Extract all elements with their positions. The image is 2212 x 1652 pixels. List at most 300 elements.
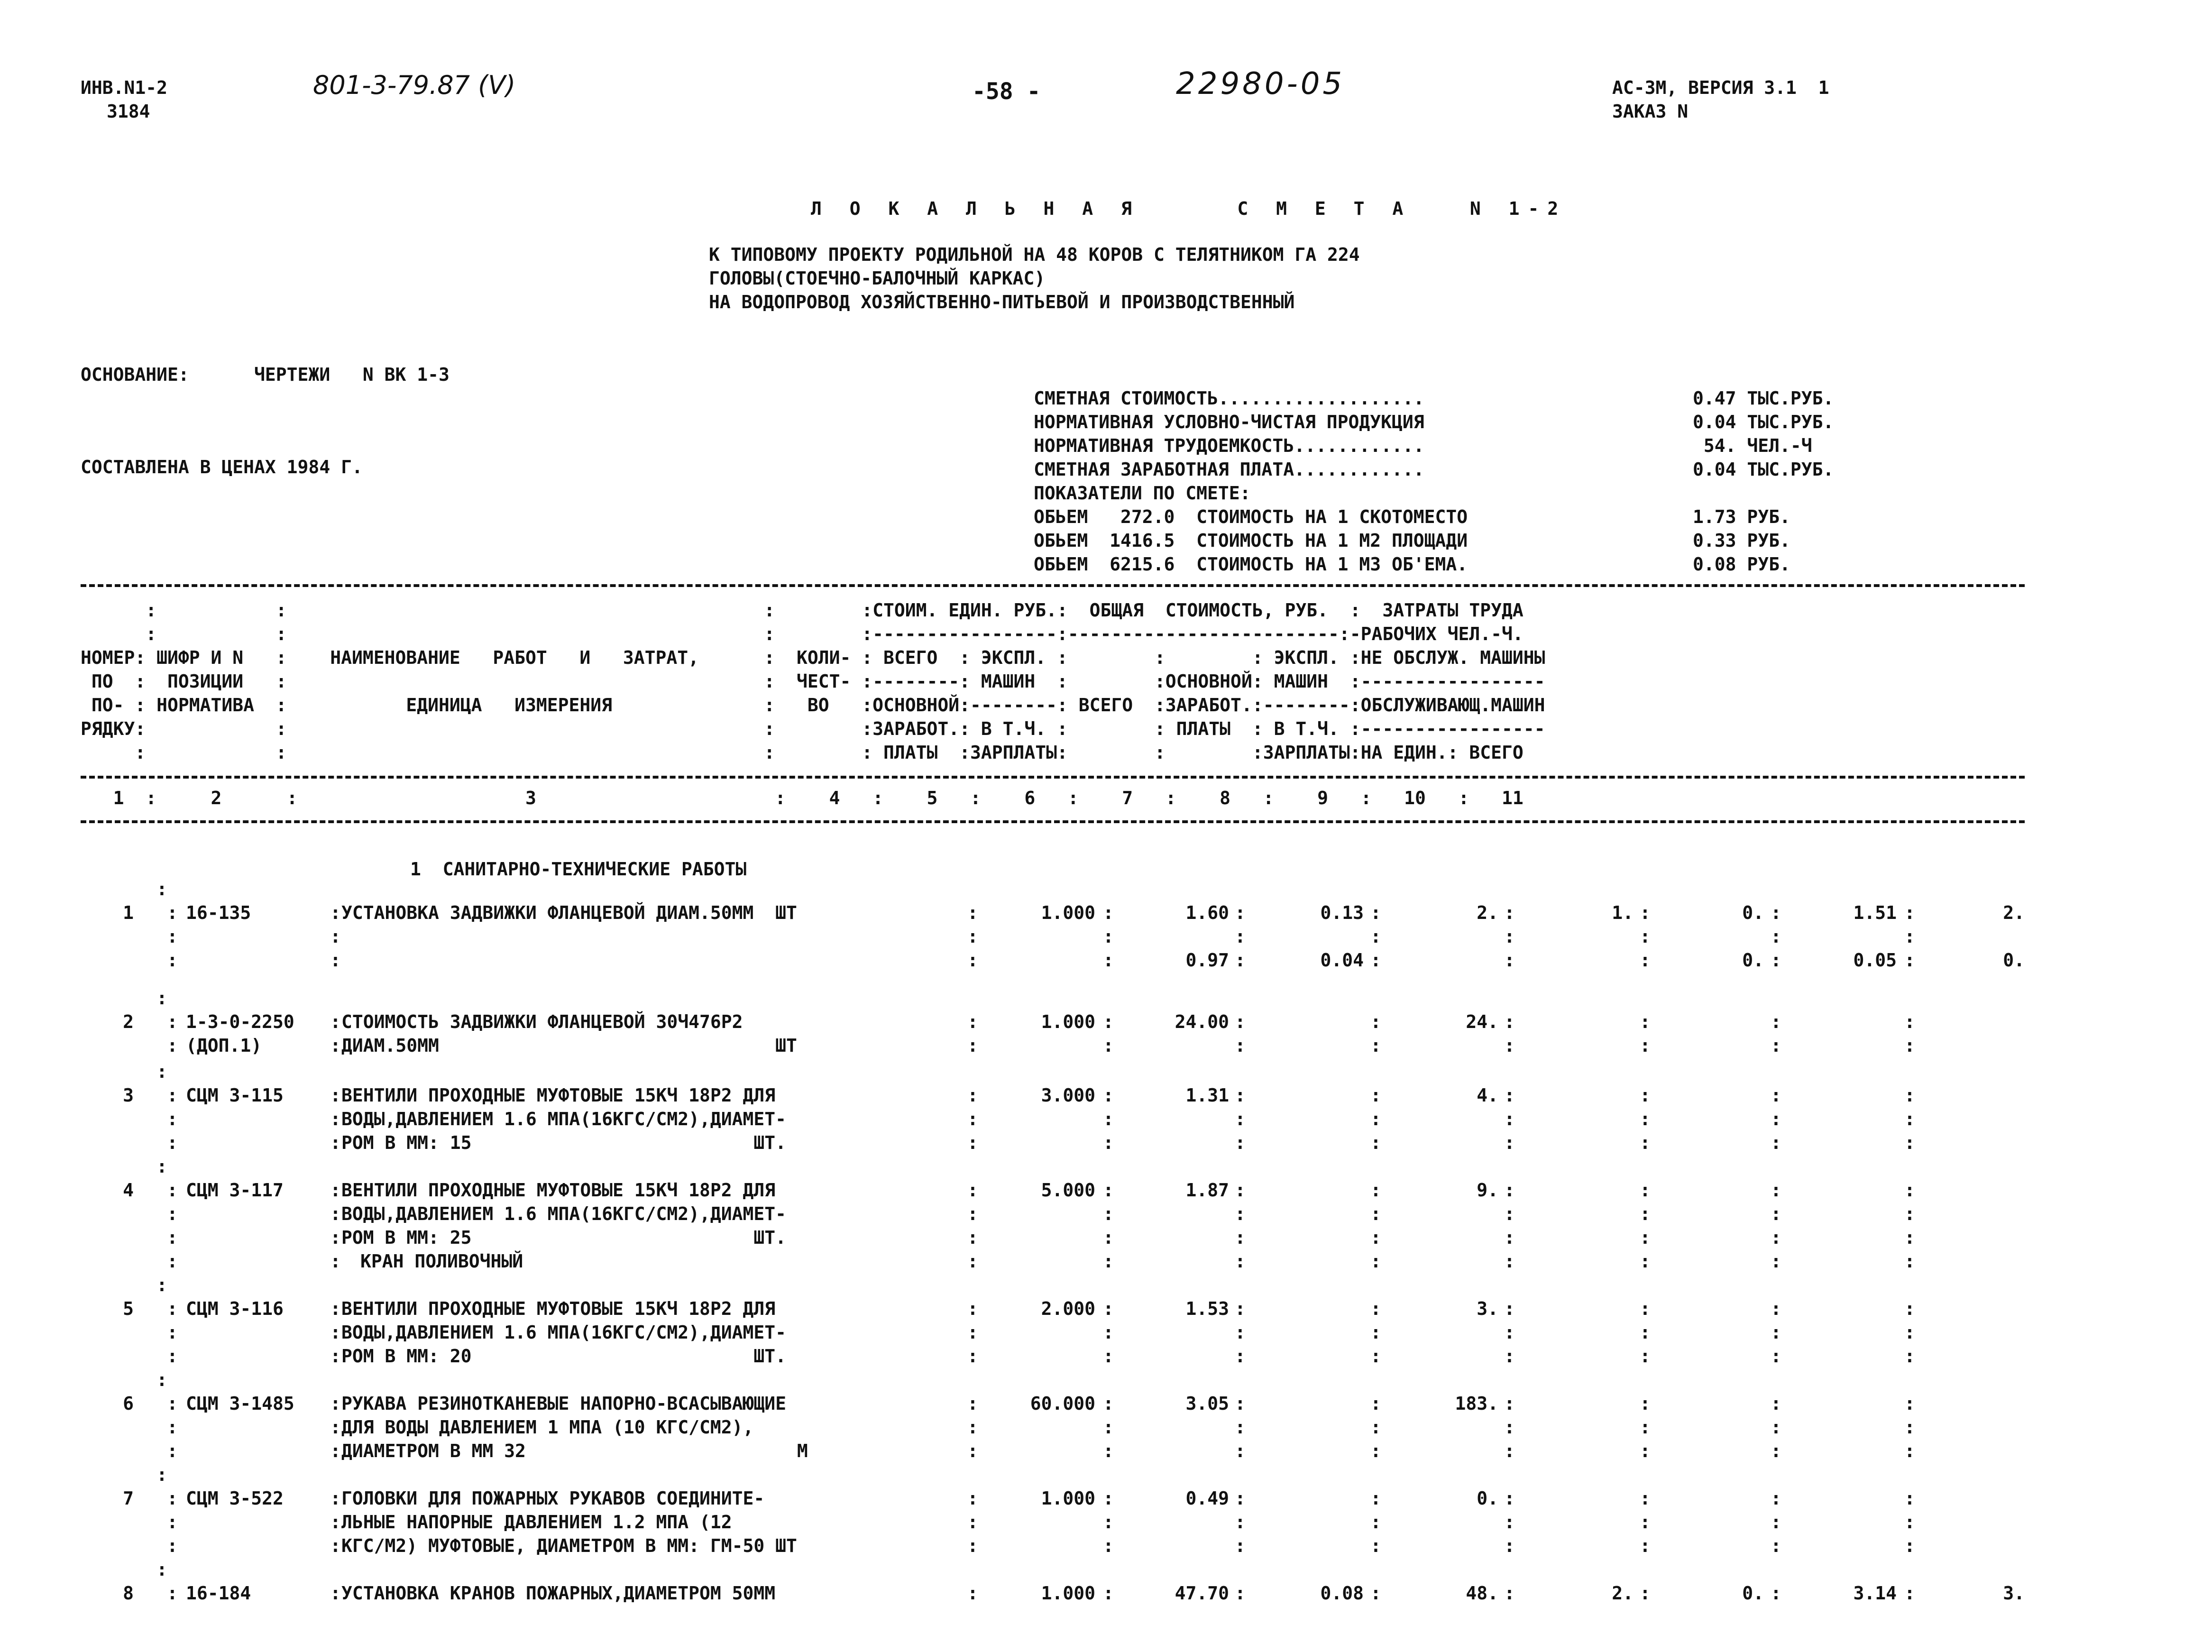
table-header-line: : : : :СТОИМ. ЕДИН. РУБ.: ОБЩАЯ СТОИМОСТЬ, РУБ. : ЗАТРАТЫ ТРУДА xyxy=(81,600,1524,621)
column-separator: : xyxy=(330,1132,341,1153)
row-cell-c7: 9. xyxy=(1477,1180,1498,1201)
column-separator: : xyxy=(1640,1535,1651,1556)
column-separator: : xyxy=(1235,1109,1246,1129)
row-name: РОМ В ММ: 15 ШТ. xyxy=(341,1132,786,1153)
table-header-line: ПО- : НОРМАТИВА : ЕДИНИЦА ИЗМЕРЕНИЯ : ВО :ОСНОВНОЙ:--------: ВСЕГО :ЗАРАБОТ.:--------:ОБСЛУЖИВАЮЩ.МАШИН xyxy=(81,695,1545,716)
column-separator: : xyxy=(1103,1109,1114,1129)
row-cell-c9: 0. xyxy=(1742,902,1764,923)
row-cell-c8: 2. xyxy=(1612,1583,1634,1604)
column-separator: : xyxy=(1904,1441,1915,1461)
column-separator: : xyxy=(167,1488,178,1509)
row-cell-c5: 1.31 xyxy=(1185,1085,1229,1106)
row-code: (ДОП.1) xyxy=(186,1035,262,1056)
column-separator: : xyxy=(1640,1298,1651,1319)
handwritten-document-number: 22980-05 xyxy=(1176,66,1345,101)
column-separator: : xyxy=(1504,1203,1515,1224)
column-separator: : xyxy=(1235,1512,1246,1533)
column-separator: : xyxy=(1103,1322,1114,1343)
column-separator: : xyxy=(1235,950,1246,971)
summary-label: СМЕТНАЯ ЗАРАБОТНАЯ ПЛАТА............ xyxy=(1034,459,1424,480)
row-name: ВЕНТИЛИ ПРОХОДНЫЕ МУФТОВЫЕ 15КЧ 18Р2 ДЛЯ xyxy=(341,1298,776,1319)
column-separator: : xyxy=(1504,1180,1515,1201)
column-separator: : xyxy=(167,902,178,923)
title-line-1: К ТИПОВОМУ ПРОЕКТУ РОДИЛЬНОЙ НА 48 КОРОВ С ТЕЛЯТНИКОМ ГА 224 xyxy=(709,244,1360,265)
column-separator: : xyxy=(1640,1251,1651,1272)
row-cell-c5: 47.70 xyxy=(1175,1583,1229,1604)
column-separator: : xyxy=(1904,926,1915,947)
row-cell-c5: 1.53 xyxy=(1185,1298,1229,1319)
column-separator: : xyxy=(967,1203,978,1224)
column-separator: : xyxy=(967,1322,978,1343)
column-separator: : xyxy=(156,879,167,899)
row-cell-c7: 183. xyxy=(1455,1393,1498,1414)
system-version: АС-3М, ВЕРСИЯ 3.1 1 xyxy=(1612,77,1829,98)
column-separator: : xyxy=(1640,950,1651,971)
row-name: РУКАВА РЕЗИНОТКАНЕВЫЕ НАПОРНО-ВСАСЫВАЮЩИЕ xyxy=(341,1393,786,1414)
summary-value: 0.33 РУБ. xyxy=(1693,530,1790,551)
column-separator: : xyxy=(1235,1203,1246,1224)
table-header-line: ПО : ПОЗИЦИИ : : ЧЕСТ- :--------: МАШИН : :ОСНОВНОЙ: МАШИН :----------------- xyxy=(81,671,1545,692)
row-cell-c7: 48. xyxy=(1466,1583,1498,1604)
column-separator: : xyxy=(1504,1132,1515,1153)
row-code: 16-184 xyxy=(186,1583,251,1604)
column-separator: : xyxy=(1771,1441,1781,1461)
row-code: СЦМ 3-1485 xyxy=(186,1393,294,1414)
column-separator: : xyxy=(1504,1298,1515,1319)
column-separator: : xyxy=(967,1298,978,1319)
column-separator: : xyxy=(167,1251,178,1272)
row-code: СЦМ 3-522 xyxy=(186,1488,284,1509)
column-separator: : xyxy=(1504,1035,1515,1056)
column-separator: : xyxy=(330,1512,341,1533)
column-separator: : xyxy=(330,1583,341,1604)
column-separator: : xyxy=(1640,1227,1651,1248)
column-separator: : xyxy=(1504,926,1515,947)
column-separator: : xyxy=(330,902,341,923)
column-separator: : xyxy=(1235,1132,1246,1153)
column-separator: : xyxy=(167,1109,178,1129)
column-separator: : xyxy=(1235,1417,1246,1438)
column-separator: : xyxy=(1904,1583,1915,1604)
row-cell-c6b: 0.04 xyxy=(1320,950,1364,971)
column-separator: : xyxy=(1504,1251,1515,1272)
column-separator: : xyxy=(1504,1417,1515,1438)
row-cell-c5: 0.49 xyxy=(1185,1488,1229,1509)
row-name: ВЕНТИЛИ ПРОХОДНЫЕ МУФТОВЫЕ 15КЧ 18Р2 ДЛЯ xyxy=(341,1085,776,1106)
row-number: 5 xyxy=(123,1298,134,1319)
column-separator: : xyxy=(1103,1441,1114,1461)
column-separator: : xyxy=(1235,1227,1246,1248)
column-separator: : xyxy=(1771,1417,1781,1438)
column-separator: : xyxy=(1904,950,1915,971)
column-separator: : xyxy=(1640,1085,1651,1106)
summary-label: ОБЬЕМ 272.0 СТОИМОСТЬ НА 1 СКОТОМЕСТО xyxy=(1034,506,1468,527)
row-cell-c5b: 0.97 xyxy=(1185,950,1229,971)
column-separator: : xyxy=(1771,1583,1781,1604)
table-top-rule xyxy=(81,584,2025,587)
column-separator: : xyxy=(1640,926,1651,947)
row-quantity: 5.000 xyxy=(1041,1180,1095,1201)
column-separator: : xyxy=(1904,1011,1915,1032)
row-name: РОМ В ММ: 20 ШТ. xyxy=(341,1346,786,1367)
column-separator: : xyxy=(1771,1346,1781,1367)
summary-value: 0.08 РУБ. xyxy=(1693,554,1790,575)
row-number: 1 xyxy=(123,902,134,923)
column-separator: : xyxy=(1370,1180,1381,1201)
column-separator: : xyxy=(156,1156,167,1177)
column-separator: : xyxy=(1904,1535,1915,1556)
summary-value: 1.73 РУБ. xyxy=(1693,506,1790,527)
column-separator: : xyxy=(1904,1203,1915,1224)
column-separator: : xyxy=(967,1583,978,1604)
column-separator: : xyxy=(330,1203,341,1224)
column-separator: : xyxy=(967,950,978,971)
column-separator: : xyxy=(1504,1441,1515,1461)
summary-label: ОБЬЕМ 1416.5 СТОИМОСТЬ НА 1 М2 ПЛОЩАДИ xyxy=(1034,530,1468,551)
column-separator: : xyxy=(330,1441,341,1461)
column-separator: : xyxy=(1640,1011,1651,1032)
row-cell-c7: 0. xyxy=(1477,1488,1498,1509)
row-cell-c6: 0.08 xyxy=(1320,1583,1364,1604)
column-separator: : xyxy=(167,926,178,947)
handwritten-code: 801-3-79.87 (V) xyxy=(313,70,516,100)
column-separator: : xyxy=(330,1298,341,1319)
column-separator: : xyxy=(1103,926,1114,947)
column-separator: : xyxy=(967,1132,978,1153)
summary-value: 0.04 ТЫС.РУБ. xyxy=(1693,459,1834,480)
column-separator: : xyxy=(330,1488,341,1509)
column-separator: : xyxy=(1640,902,1651,923)
column-separator: : xyxy=(967,1417,978,1438)
column-separator: : xyxy=(167,1085,178,1106)
column-separator: : xyxy=(967,902,978,923)
column-separator: : xyxy=(1504,1109,1515,1129)
header-bottom-rule xyxy=(81,776,2025,779)
column-separator: : xyxy=(1370,1583,1381,1604)
row-quantity: 2.000 xyxy=(1041,1298,1095,1319)
row-name: ВОДЫ,ДАВЛЕНИЕМ 1.6 МПА(16КГС/СМ2),ДИАМЕТ- xyxy=(341,1322,786,1343)
column-separator: : xyxy=(1904,1512,1915,1533)
column-separator: : xyxy=(1640,1346,1651,1367)
column-separator: : xyxy=(330,1011,341,1032)
column-separator: : xyxy=(1640,1393,1651,1414)
column-separator: : xyxy=(1640,1583,1651,1604)
column-separator: : xyxy=(1640,1322,1651,1343)
column-separator: : xyxy=(167,1441,178,1461)
row-cell-c5: 1.60 xyxy=(1185,902,1229,923)
row-code: 1-3-0-2250 xyxy=(186,1011,294,1032)
row-code: 16-135 xyxy=(186,902,251,923)
table-header-line: : : : :-----------------:-------------------------:-РАБОЧИХ ЧЕЛ.-Ч. xyxy=(81,624,1524,644)
column-separator: : xyxy=(1235,1011,1246,1032)
inventory-number: 3184 xyxy=(107,101,150,122)
summary-label: СМЕТНАЯ СТОИМОСТЬ................... xyxy=(1034,388,1424,409)
column-separator: : xyxy=(1103,1085,1114,1106)
table-header-line: : : : : ПЛАТЫ :ЗАРПЛАТЫ: : :ЗАРПЛАТЫ:НА ЕДИН.: ВСЕГО xyxy=(81,742,1524,763)
summary-label: ПОКАЗАТЕЛИ ПО СМЕТЕ: xyxy=(1034,483,1251,504)
row-cell-c5: 24.00 xyxy=(1175,1011,1229,1032)
column-separator: : xyxy=(1771,1488,1781,1509)
column-separator: : xyxy=(967,1488,978,1509)
summary-value: 0.04 ТЫС.РУБ. xyxy=(1693,412,1834,432)
column-separator: : xyxy=(967,1512,978,1533)
row-cell-c7: 2. xyxy=(1477,902,1498,923)
page-number: -58 - xyxy=(972,78,1041,105)
column-separator: : xyxy=(1904,1417,1915,1438)
column-separator: : xyxy=(1235,1298,1246,1319)
column-separator: : xyxy=(1103,1535,1114,1556)
order-label: ЗАКАЗ N xyxy=(1612,101,1689,122)
column-separator: : xyxy=(1771,902,1781,923)
column-separator: : xyxy=(967,1180,978,1201)
column-separator: : xyxy=(167,1512,178,1533)
column-separator: : xyxy=(1904,1180,1915,1201)
row-cell-c10: 3.14 xyxy=(1853,1583,1897,1604)
column-separator: : xyxy=(1771,1132,1781,1153)
section-title: 1 САНИТАРНО-ТЕХНИЧЕСКИЕ РАБОТЫ xyxy=(410,859,747,880)
title-line-3: НА ВОДОПРОВОД ХОЗЯЙСТВЕННО-ПИТЬЕВОЙ И ПРОИЗВОДСТВЕННЫЙ xyxy=(709,292,1295,312)
column-separator: : xyxy=(330,1035,341,1056)
column-separator: : xyxy=(1235,1322,1246,1343)
column-separator: : xyxy=(1504,1227,1515,1248)
column-separator: : xyxy=(1771,1298,1781,1319)
column-separator: : xyxy=(1640,1417,1651,1438)
column-separator: : xyxy=(167,1346,178,1367)
column-separator: : xyxy=(967,1227,978,1248)
column-separator: : xyxy=(967,1085,978,1106)
column-separator: : xyxy=(1771,1180,1781,1201)
row-name: ВОДЫ,ДАВЛЕНИЕМ 1.6 МПА(16КГС/СМ2),ДИАМЕТ- xyxy=(341,1203,786,1224)
column-separator: : xyxy=(1504,1393,1515,1414)
column-separator: : xyxy=(1370,1393,1381,1414)
column-separator: : xyxy=(1103,1011,1114,1032)
column-separator: : xyxy=(1904,1393,1915,1414)
column-separator: : xyxy=(1771,1251,1781,1272)
row-number: 7 xyxy=(123,1488,134,1509)
row-name: СТОИМОСТЬ ЗАДВИЖКИ ФЛАНЦЕВОЙ 30Ч476Р2 xyxy=(341,1011,743,1032)
column-separator: : xyxy=(1370,1322,1381,1343)
column-separator: : xyxy=(1640,1512,1651,1533)
summary-value: 54. ЧЕЛ.-Ч xyxy=(1693,435,1812,456)
column-separator: : xyxy=(167,1132,178,1153)
column-separator: : xyxy=(1771,1535,1781,1556)
column-separator: : xyxy=(1904,1322,1915,1343)
column-separator: : xyxy=(1370,1203,1381,1224)
column-separator: : xyxy=(967,1109,978,1129)
column-separator: : xyxy=(156,1061,167,1082)
column-separator: : xyxy=(1370,1441,1381,1461)
column-separator: : xyxy=(1904,1298,1915,1319)
row-name: РОМ В ММ: 25 ШТ. xyxy=(341,1227,786,1248)
column-separator: : xyxy=(1771,950,1781,971)
row-cell-c9b: 0. xyxy=(1742,950,1764,971)
column-separator: : xyxy=(156,1464,167,1485)
column-separator: : xyxy=(330,1085,341,1106)
column-separator: : xyxy=(967,1251,978,1272)
document-title: Л О К А Л Ь Н А Я С М Е Т А N 1-2 xyxy=(811,198,1567,219)
row-cell-c7: 4. xyxy=(1477,1085,1498,1106)
row-name: КГС/М2) МУФТОВЫЕ, ДИАМЕТРОМ В ММ: ГМ-50 ШТ xyxy=(341,1535,797,1556)
column-numbers-rule xyxy=(81,820,2025,823)
row-name: ВОДЫ,ДАВЛЕНИЕМ 1.6 МПА(16КГС/СМ2),ДИАМЕТ- xyxy=(341,1109,786,1129)
column-separator: : xyxy=(1103,1512,1114,1533)
basis-line: ОСНОВАНИЕ: ЧЕРТЕЖИ N ВК 1-3 xyxy=(81,364,450,385)
table-header-line: РЯДКУ: : : :ЗАРАБОТ.: В Т.Ч. : : ПЛАТЫ : В Т.Ч. :----------------- xyxy=(81,718,1545,739)
row-cell-c5: 1.87 xyxy=(1185,1180,1229,1201)
row-code: СЦМ 3-117 xyxy=(186,1180,284,1201)
column-separator: : xyxy=(1103,1346,1114,1367)
table-header-line: НОМЕР: ШИФР И N : НАИМЕНОВАНИЕ РАБОТ И ЗАТРАТ, : КОЛИ- : ВСЕГО : ЭКСПЛ. : : : ЭКСПЛ. :НЕ ОБСЛУЖ. МАШИНЫ xyxy=(81,647,1545,668)
column-separator: : xyxy=(1771,1203,1781,1224)
inventory-label: ИНВ.N1-2 xyxy=(81,77,168,98)
column-separator: : xyxy=(1370,1488,1381,1509)
column-separator: : xyxy=(1771,1227,1781,1248)
column-separator: : xyxy=(1370,1109,1381,1129)
price-basis: СОСТАВЛЕНА В ЦЕНАХ 1984 Г. xyxy=(81,457,363,477)
row-name: УСТАНОВКА КРАНОВ ПОЖАРНЫХ,ДИАМЕТРОМ 50ММ xyxy=(341,1583,776,1604)
column-separator: : xyxy=(1640,1132,1651,1153)
column-separator: : xyxy=(1370,926,1381,947)
column-separator: : xyxy=(967,1393,978,1414)
row-cell-c11: 3. xyxy=(2003,1583,2025,1604)
column-separator: : xyxy=(1370,1035,1381,1056)
column-separator: : xyxy=(1103,1488,1114,1509)
column-separator: : xyxy=(1103,1251,1114,1272)
row-name: ЛЬНЫЕ НАПОРНЫЕ ДАВЛЕНИЕМ 1.2 МПА (12 xyxy=(341,1512,732,1533)
column-separator: : xyxy=(167,1535,178,1556)
row-name: УСТАНОВКА ЗАДВИЖКИ ФЛАНЦЕВОЙ ДИАМ.50ММ ШТ xyxy=(341,902,797,923)
column-separator: : xyxy=(156,1559,167,1580)
column-separator: : xyxy=(1771,1322,1781,1343)
column-separator: : xyxy=(1640,1109,1651,1129)
column-separator: : xyxy=(1370,1346,1381,1367)
column-separator: : xyxy=(1504,1322,1515,1343)
column-separator: : xyxy=(330,950,341,971)
column-separator: : xyxy=(1370,950,1381,971)
column-separator: : xyxy=(330,1535,341,1556)
column-separator: : xyxy=(1640,1035,1651,1056)
column-separator: : xyxy=(1771,1109,1781,1129)
row-note: КРАН ПОЛИВОЧНЫЙ xyxy=(360,1251,523,1272)
column-separator: : xyxy=(1904,1085,1915,1106)
column-separator: : xyxy=(1504,1488,1515,1509)
column-separator: : xyxy=(1904,1488,1915,1509)
column-separator: : xyxy=(156,988,167,1009)
column-separator: : xyxy=(1504,1583,1515,1604)
column-separator: : xyxy=(1771,1393,1781,1414)
column-separator: : xyxy=(1504,1346,1515,1367)
column-separator: : xyxy=(167,1322,178,1343)
column-separator: : xyxy=(1235,1346,1246,1367)
column-separator: : xyxy=(1235,1180,1246,1201)
column-separator: : xyxy=(1103,1417,1114,1438)
column-separator: : xyxy=(1904,1251,1915,1272)
column-separator: : xyxy=(1103,950,1114,971)
column-separator: : xyxy=(167,1417,178,1438)
row-quantity: 60.000 xyxy=(1030,1393,1095,1414)
column-separator: : xyxy=(1771,1512,1781,1533)
column-separator: : xyxy=(1235,1085,1246,1106)
column-separator: : xyxy=(1771,1011,1781,1032)
row-cell-c9: 0. xyxy=(1742,1583,1764,1604)
row-name: ГОЛОВКИ ДЛЯ ПОЖАРНЫХ РУКАВОВ СОЕДИНИТЕ- xyxy=(341,1488,765,1509)
column-separator: : xyxy=(1504,950,1515,971)
row-cell-c8: 1. xyxy=(1612,902,1634,923)
column-separator: : xyxy=(1904,1035,1915,1056)
column-separator: : xyxy=(967,1441,978,1461)
row-cell-c7: 24. xyxy=(1466,1011,1498,1032)
column-separator: : xyxy=(1235,1441,1246,1461)
row-cell-c11b: 0. xyxy=(2003,950,2025,971)
row-number: 4 xyxy=(123,1180,134,1201)
column-separator: : xyxy=(330,1393,341,1414)
column-separator: : xyxy=(1904,1109,1915,1129)
row-code: СЦМ 3-115 xyxy=(186,1085,284,1106)
column-separator: : xyxy=(1235,926,1246,947)
column-separator: : xyxy=(1640,1441,1651,1461)
column-separator: : xyxy=(167,1583,178,1604)
column-separator: : xyxy=(1370,1011,1381,1032)
column-separator: : xyxy=(1235,1035,1246,1056)
column-separator: : xyxy=(1370,1251,1381,1272)
column-separator: : xyxy=(330,1251,341,1272)
column-separator: : xyxy=(1771,1035,1781,1056)
column-separator: : xyxy=(330,1227,341,1248)
summary-label: НОРМАТИВНАЯ УСЛОВНО-ЧИСТАЯ ПРОДУКЦИЯ xyxy=(1034,412,1424,432)
row-quantity: 3.000 xyxy=(1041,1085,1095,1106)
column-separator: : xyxy=(1235,902,1246,923)
column-separator: : xyxy=(1103,1393,1114,1414)
column-separator: : xyxy=(1504,1512,1515,1533)
column-separator: : xyxy=(967,1346,978,1367)
row-cell-c7: 3. xyxy=(1477,1298,1498,1319)
row-code: СЦМ 3-116 xyxy=(186,1298,284,1319)
column-separator: : xyxy=(167,1227,178,1248)
column-separator: : xyxy=(1771,926,1781,947)
column-separator: : xyxy=(1103,1132,1114,1153)
column-separator: : xyxy=(156,1275,167,1295)
column-separator: : xyxy=(1103,1227,1114,1248)
column-separator: : xyxy=(1904,1227,1915,1248)
column-separator: : xyxy=(967,926,978,947)
column-separator: : xyxy=(1103,1583,1114,1604)
row-number: 6 xyxy=(123,1393,134,1414)
column-separator: : xyxy=(1370,1417,1381,1438)
column-separator: : xyxy=(1504,1011,1515,1032)
column-separator: : xyxy=(330,1346,341,1367)
column-separator: : xyxy=(1504,1085,1515,1106)
column-separator: : xyxy=(1235,1251,1246,1272)
row-cell-c6: 0.13 xyxy=(1320,902,1364,923)
column-separator: : xyxy=(330,1180,341,1201)
column-separator: : xyxy=(1103,1035,1114,1056)
row-number: 8 xyxy=(123,1583,134,1604)
column-separator: : xyxy=(167,1298,178,1319)
column-separator: : xyxy=(330,926,341,947)
row-quantity: 1.000 xyxy=(1041,902,1095,923)
row-cell-c5: 3.05 xyxy=(1185,1393,1229,1414)
column-separator: : xyxy=(1103,1180,1114,1201)
column-separator: : xyxy=(1370,1132,1381,1153)
summary-value: 0.47 ТЫС.РУБ. xyxy=(1693,388,1834,409)
row-cell-c10b: 0.05 xyxy=(1853,950,1897,971)
column-separator: : xyxy=(330,1322,341,1343)
row-name: ДИАМЕТРОМ В ММ 32 М xyxy=(341,1441,808,1461)
column-separator: : xyxy=(967,1035,978,1056)
column-separator: : xyxy=(1640,1203,1651,1224)
column-separator: : xyxy=(1640,1180,1651,1201)
column-separator: : xyxy=(330,1109,341,1129)
